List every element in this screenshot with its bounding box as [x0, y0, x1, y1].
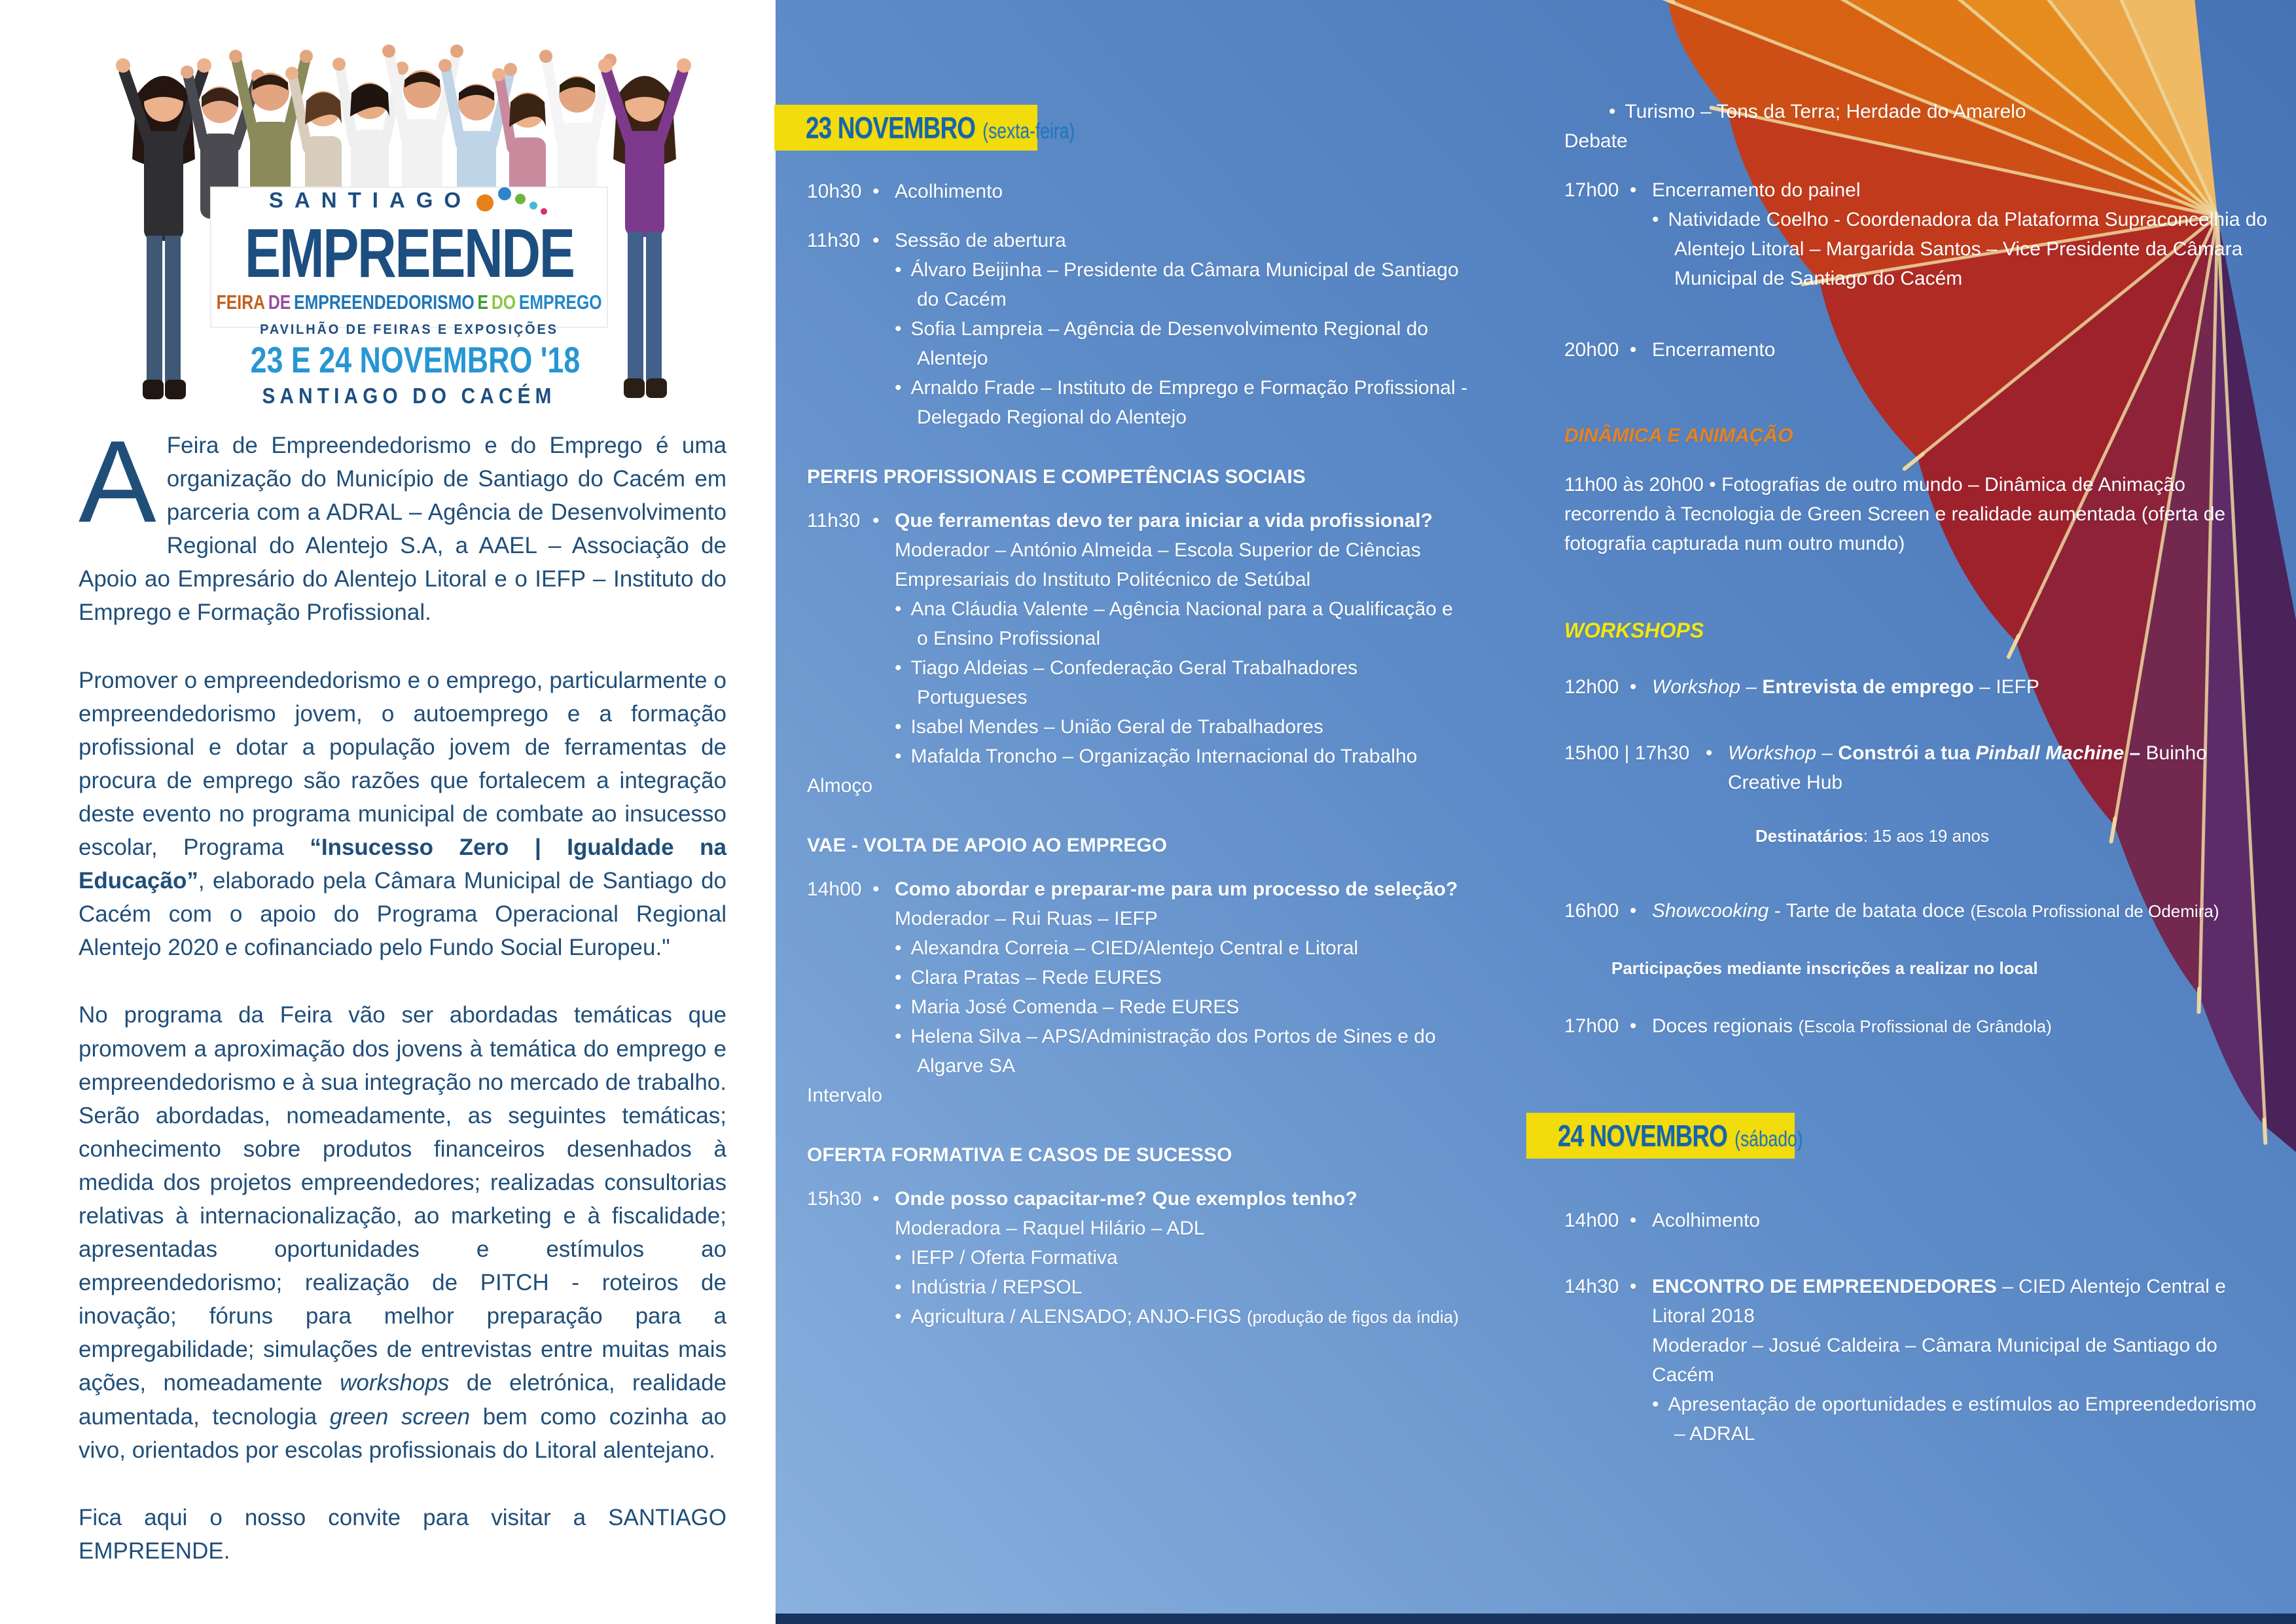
intro-text: [79, 416, 726, 1602]
schedule-row: 17h00 • Encerramento do painel • Natividade Coelho - Coordenadora da Plataforma Supraconcelhia do Alentejo Litoral – Margarida Santos – Vice Presidente da Câmara Municipal de Santiago do Cacém: [1564, 175, 2270, 293]
panel-title: Que ferramentas devo ter para iniciar a vida profissional?: [895, 510, 1433, 532]
bottom-navy-strip: [776, 1614, 2296, 1624]
day1-banner-date: 23 NOVEMBRO: [806, 110, 976, 145]
speaker: • Clara Pratas – Rede EURES: [895, 963, 1468, 992]
speaker: • Helena Silva – APS/Administração dos Portos de Sines e do Algarve SA: [895, 1022, 1468, 1081]
section-header: OFERTA FORMATIVA E CASOS DE SUCESSO: [807, 1144, 1232, 1166]
bullet-icon: [872, 177, 895, 206]
logo-tagline: [215, 291, 603, 314]
speaker: • Turismo – Tons da Terra; Herdade do Amarelo: [1609, 97, 2270, 126]
day2-banner: [1526, 1113, 1803, 1159]
panel-title: Como abordar e preparar-me para um processo de seleção?: [895, 878, 1458, 900]
day2-banner-date: 24 NOVEMBRO: [1558, 1118, 1728, 1153]
dinamica-header: DINÂMICA E ANIMAÇÃO: [1564, 425, 1793, 446]
workshop-row: 15h00 | 17h30 • Workshop – Constrói a tua Pinball Machine – Buinho Creative Hub: [1564, 738, 2270, 797]
tagline-empreendedorismo: EMPREENDEDORISMO: [293, 291, 475, 314]
speaker: • Indústria / REPSOL: [895, 1272, 1468, 1302]
logo-empreende: EMPREENDE: [244, 215, 574, 292]
tagline-feira: FEIRA: [216, 291, 265, 314]
day1-column: [774, 105, 1468, 1331]
speaker: • Ana Cláudia Valente – Agência Nacional para a Qualificação e o Ensino Profissional: [895, 594, 1468, 653]
logo-dot-blue: [498, 187, 511, 200]
speaker: • Arnaldo Frade – Instituto de Emprego e Formação Profissional - Delegado Regional do Alentejo: [895, 373, 1468, 432]
venue-line: PAVILHÃO DE FEIRAS E EXPOSIÇÕES: [260, 322, 558, 337]
moderator: Moderador – António Almeida – Escola Superior de Ciências Empresariais do Instituto Politécnico de Setúbal: [895, 539, 1421, 590]
day1-banner-weekday: (sexta-feira): [982, 118, 1075, 143]
logo-dot-green: [515, 194, 526, 204]
speaker: • Agricultura / ALENSADO; ANJO-FIGS (produção de figos da índia): [895, 1302, 1468, 1331]
day1-continuation-column: [1558, 97, 2270, 1449]
panel-title: Onde posso capacitar-me? Que exemplos tenho?: [895, 1188, 1357, 1210]
tagline-emprego: EMPREGO: [518, 291, 602, 314]
speaker: • Álvaro Beijinha – Presidente da Câmara Municipal de Santiago do Cacém: [895, 255, 1468, 314]
schedule-row: 20h00 • Encerramento: [1564, 335, 2270, 365]
dates-line: 23 E 24 NOVEMBRO '18: [250, 339, 581, 380]
speaker: • Natividade Coelho - Coordenadora da Plataforma Supraconcelhia do Alentejo Litoral – Margarida Santos – Vice Presidente da Câmara Municipal de Santiago do Cacém: [1652, 205, 2270, 293]
intro-paragraph-2: Promover o empreendedorismo e o emprego, particularmente o empreendedorismo jovem, o autoemprego e a formação profissional e dotar a população jovem de ferramentas de procura de emprego são razões que fortalecem a integração deste evento no programa municipal de combate ao insucesso escolar, Programa “Insucesso Zero | Igualdade na Educação”, elaborado pela Câmara Municipal de Santiago do Cacém com o apoio do Programa Operacional Regional Alentejo 2020 e cofinanciado pelo Fundo Social Europeu.": [79, 667, 726, 961]
bullet-icon: [872, 226, 895, 255]
break-label: Intervalo: [807, 1085, 883, 1106]
person-right: [598, 58, 691, 398]
schedule-row: 15h30 • Onde posso capacitar-me? Que exemplos tenho? Moderadora – Raquel Hilário – ADL • IEFP / Oferta Formativa • Indústria / REPSOL • Agricultura / ALENSADO; ANJO-FIGS (produção de figos da índia): [807, 1184, 1468, 1331]
dinamica-body: 11h00 às 20h00 • Fotografias de outro mundo – Dinâmica de Animação recorrendo à Tecnologia de Green Screen e realidade aumentada (oferta de fotografia capturada num outro mundo): [1564, 474, 2226, 554]
moderator: Moderadora – Raquel Hilário – ADL: [895, 1218, 1205, 1239]
logo-dots: [476, 183, 549, 217]
speaker: • Tiago Aldeias – Confederação Geral Trabalhadores Portugueses: [895, 653, 1468, 712]
section-header: PERFIS PROFISSIONAIS E COMPETÊNCIAS SOCIAIS: [807, 466, 1306, 488]
registration-note: Participações mediante inscrições a realizar no local: [1611, 958, 2038, 978]
bullet-icon: [1630, 1206, 1652, 1235]
logo-dot-orange: [476, 194, 493, 211]
intro-paragraph-3: No programa da Feira vão ser abordadas temáticas que promovem a aproximação dos jovens à temática do emprego e empreendedorismo e à sua integração no mercado de trabalho. Serão abordadas, nomeadamente, as seguintes temáticas; conhecimento sobre produtos financeiros desenhados à medida dos projetos empreendedores; realizadas consultorias relativas à internacionalização, ao marketing e à fiscalidade; apresentadas oportunidades e estímulos ao empreendedorismo; realização de PITCH - roteiros de inovação; fóruns para melhor preparação para a empregabilidade; simulações de entrevistas entre muitas mais ações, nomeadamente workshops de eletrónica, realidade aumentada, tecnologia green screen bem como cozinha ao vivo, orientados por escolas profissionais do Litoral alentejano.: [79, 1002, 726, 1463]
moderator: Moderador – Rui Ruas – IEFP: [895, 908, 1158, 929]
workshop-row: 12h00 • Workshop – Entrevista de emprego – IEFP: [1564, 672, 2270, 702]
bullet-icon: [1630, 335, 1652, 365]
speaker: • Isabel Mendes – União Geral de Trabalhadores: [895, 712, 1468, 742]
workshop-audience: Destinatários: 15 aos 19 anos: [1755, 826, 1989, 846]
schedule-row: 11h30 • Sessão de abertura • Álvaro Beijinha – Presidente da Câmara Municipal de Santiago do Cacém • Sofia Lampreia – Agência de Desenvolvimento Regional do Alentejo • Arnaldo Frade – Instituto de Emprego e Formação Profissional - Delegado Regional do Alentejo: [807, 226, 1468, 432]
day1-banner: [774, 105, 1075, 151]
workshop-row: 16h00 • Showcooking - Tarte de batata doce (Escola Profissional de Odemira): [1564, 896, 2270, 926]
schedule-row: 10h30 • Acolhimento: [807, 177, 1468, 206]
schedule-row: 14h00 • Como abordar e preparar-me para um processo de seleção? Moderador – Rui Ruas – IEFP • Alexandra Correia – CIED/Alentejo Central e Litoral • Clara Pratas – Rede EURES • Maria José Comenda – Rede EURES • Helena Silva – APS/Administração dos Portos de Sines e do Algarve SA: [807, 875, 1468, 1081]
tagline-do: DO: [491, 291, 516, 314]
bullet-icon: [1706, 738, 1728, 768]
logo-dot-pink: [541, 208, 547, 215]
moderator: Moderador – Josué Caldeira – Câmara Municipal de Santiago do Cacém: [1652, 1335, 2217, 1386]
schedule-row: 14h00 • Acolhimento: [1564, 1206, 2270, 1235]
debate-label: Debate: [1564, 130, 1628, 152]
event-logo: [211, 169, 607, 314]
city-line: SANTIAGO DO CACÉM: [262, 384, 556, 408]
bullet-icon: [872, 875, 895, 904]
speaker: • Sofia Lampreia – Agência de Desenvolvimento Regional do Alentejo: [895, 314, 1468, 373]
bullet-icon: [1630, 672, 1652, 702]
day2-banner-weekday: (sábado): [1734, 1126, 1803, 1151]
drop-cap: A: [79, 416, 156, 547]
speaker: • Alexandra Correia – CIED/Alentejo Central e Litoral: [895, 933, 1468, 963]
section-header: VAE - VOLTA DE APOIO AO EMPREGO: [807, 835, 1168, 856]
break-label: Almoço: [807, 775, 873, 797]
speaker: • Mafalda Troncho – Organização Internacional do Trabalho: [895, 742, 1468, 771]
speaker: • IEFP / Oferta Formativa: [895, 1243, 1468, 1272]
bullet-icon: [872, 1184, 895, 1214]
speaker: • Maria José Comenda – Rede EURES: [895, 992, 1468, 1022]
speaker: • Apresentação de oportunidades e estímulos ao Empreendedorismo – ADRAL: [1652, 1390, 2270, 1449]
intro-paragraph-1: A Feira de Empreendedorismo e do Emprego é uma organização do Município de Santiago do Cacém em parceria com a ADRAL – Agência de Desenvolvimento Regional do Alentejo S.A, a AAEL – Associação de Apoio ao Empresário do Alentejo Litoral e o IEFP – Instituto do Emprego e Formação Profissional.: [79, 416, 726, 626]
bullet-icon: [1630, 1272, 1652, 1301]
intro-paragraph-4: Fica aqui o nosso convite para visitar a SANTIAGO EMPREENDE.: [79, 1504, 726, 1564]
logo-santiago: SANTIAGO: [268, 188, 473, 212]
bullet-icon: [872, 506, 895, 535]
schedule-row: 14h30 • ENCONTRO DE EMPREENDEDORES – CIED Alentejo Central e Litoral 2018 Moderador – Josué Caldeira – Câmara Municipal de Santiago do Cacém • Apresentação de oportunidades e estímulos ao Empreendedorismo – ADRAL: [1564, 1272, 2270, 1449]
left-panel: [0, 0, 776, 1624]
logo-dot-cyan: [529, 202, 537, 209]
tagline-de: DE: [268, 291, 291, 314]
bullet-icon: [1630, 896, 1652, 926]
schedule-row: 11h30 • Que ferramentas devo ter para iniciar a vida profissional? Moderador – António Almeida – Escola Superior de Ciências Empresariais do Instituto Politécnico de Setúbal • Ana Cláudia Valente – Agência Nacional para a Qualificação e o Ensino Profissional • Tiago Aldeias – Confederação Geral Trabalhadores Portugueses • Isabel Mendes – União Geral de Trabalhadores • Mafalda Troncho – Organização Internacional do Trabalho: [807, 506, 1468, 771]
workshops-header: WORKSHOPS: [1564, 619, 1704, 642]
tagline-e: E: [477, 291, 488, 314]
workshop-row: 17h00 • Doces regionais (Escola Profissional de Grândola): [1564, 1011, 2270, 1041]
bullet-icon: [1630, 175, 1652, 205]
bullet-icon: [1630, 1011, 1652, 1041]
event-details: [211, 322, 607, 408]
